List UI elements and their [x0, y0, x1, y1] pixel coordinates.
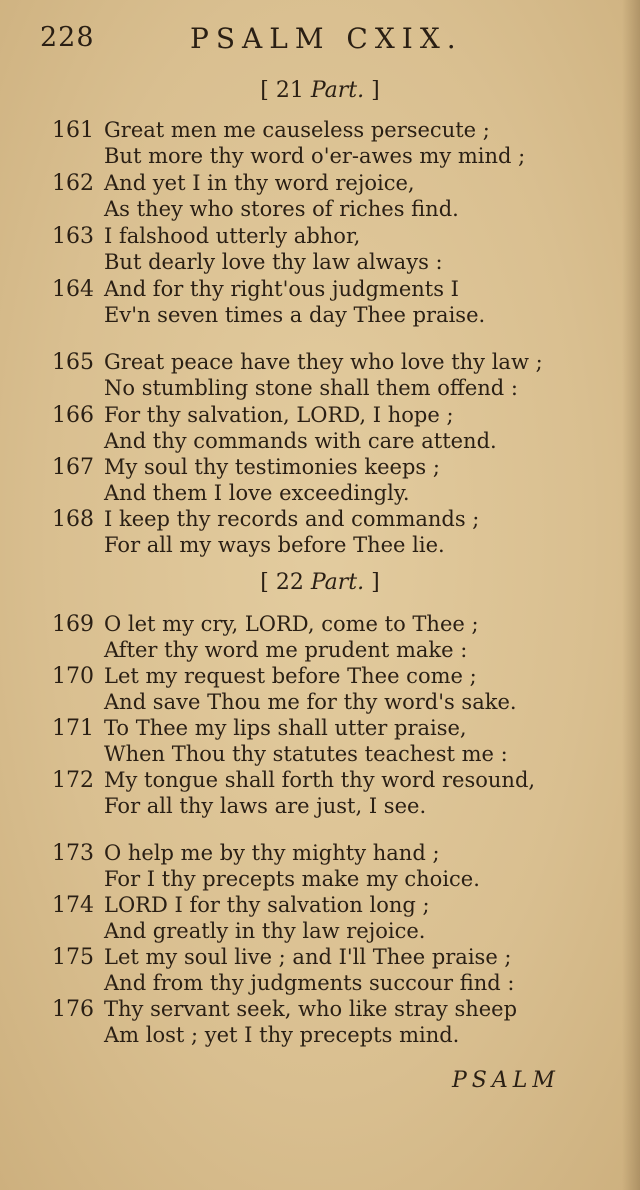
verse-line: My soul thy testimonies keeps ;	[104, 455, 440, 479]
verse-162	[0, 171, 600, 223]
verse-172	[0, 768, 600, 820]
heading-part: Part.	[310, 570, 365, 595]
verse-176	[0, 997, 600, 1049]
verse-number: 170	[52, 664, 94, 689]
verse-line: For thy salvation, LORD, I hope ;	[104, 403, 454, 427]
verse-line: No stumbling stone shall them offend :	[104, 376, 518, 400]
verse-line: I keep thy records and commands ;	[104, 507, 480, 531]
verse-line: LORD I for thy salvation long ;	[104, 893, 430, 917]
verse-173	[0, 841, 600, 893]
verse-line: As they who stores of riches find.	[104, 197, 459, 221]
verse-line: And them I love exceedingly.	[104, 481, 410, 505]
verse-number: 174	[52, 893, 94, 918]
verse-number: 166	[52, 403, 94, 428]
verse-line: Let my request before Thee come ;	[104, 664, 477, 688]
verse-164	[0, 277, 600, 329]
verse-line: Great peace have they who love thy law ;	[104, 350, 543, 374]
heading-open: [ 21	[260, 78, 311, 103]
verse-number: 162	[52, 171, 94, 196]
verse-line: For all thy laws are just, I see.	[104, 794, 427, 818]
verse-line: And save Thou me for thy word's sake.	[104, 690, 517, 714]
verse-line: O let my cry, LORD, come to Thee ;	[104, 612, 479, 636]
verse-line: And yet I in thy word rejoice,	[104, 171, 415, 195]
running-title: PSALM CXIX.	[190, 22, 463, 55]
verse-167	[0, 455, 600, 507]
heading-open: [ 22	[260, 570, 311, 595]
page-header	[40, 22, 540, 58]
verse-line: Thy servant seek, who like stray sheep	[104, 997, 518, 1021]
verse-168	[0, 507, 600, 559]
verse-number: 169	[52, 612, 94, 637]
verse-line: O help me by thy mighty hand ;	[104, 841, 440, 865]
verse-161	[0, 118, 600, 170]
verse-number: 175	[52, 945, 94, 970]
verse-line: My tongue shall forth thy word resound,	[104, 768, 536, 792]
verse-number: 164	[52, 277, 94, 302]
verse-line: And thy commands with care attend.	[104, 429, 497, 453]
verse-line: Ev'n seven times a day Thee praise.	[104, 303, 486, 327]
verse-169	[0, 612, 600, 664]
verse-175	[0, 945, 600, 997]
verse-line: After thy word me prudent make :	[104, 638, 468, 662]
verse-166	[0, 403, 600, 455]
section-heading-22	[0, 570, 640, 595]
verse-number: 165	[52, 350, 94, 375]
verse-number: 173	[52, 841, 94, 866]
verse-line: I falshood utterly abhor,	[104, 224, 361, 248]
verse-line: Great men me causeless persecute ;	[104, 118, 490, 142]
verse-line: And for thy right'ous judgments I	[104, 277, 459, 301]
heading-close: ]	[364, 78, 380, 103]
heading-part: Part.	[310, 78, 365, 103]
page-number: 228	[40, 22, 95, 53]
verse-line: And from thy judgments succour find :	[104, 971, 515, 995]
section-heading-21	[0, 78, 640, 103]
verse-number: 176	[52, 997, 94, 1022]
verse-line: For I thy precepts make my choice.	[104, 867, 480, 891]
verse-line: When Thou thy statutes teachest me :	[104, 742, 508, 766]
catchword: PSALM	[452, 1068, 560, 1093]
verse-170	[0, 664, 600, 716]
verse-number: 167	[52, 455, 94, 480]
verse-line: And greatly in thy law rejoice.	[104, 919, 426, 943]
verse-number: 168	[52, 507, 94, 532]
verse-line: But more thy word o'er-awes my mind ;	[104, 144, 526, 168]
heading-close: ]	[364, 570, 380, 595]
verse-number: 161	[52, 118, 94, 143]
page-edge-shadow	[622, 0, 640, 1190]
verse-line: But dearly love thy law always :	[104, 250, 443, 274]
verse-163	[0, 224, 600, 276]
verse-line: For all my ways before Thee lie.	[104, 533, 445, 557]
verse-171	[0, 716, 600, 768]
verse-line: To Thee my lips shall utter praise,	[104, 716, 467, 740]
verse-174	[0, 893, 600, 945]
verse-line: Am lost ; yet I thy precepts mind.	[104, 1023, 460, 1047]
verse-165	[0, 350, 600, 402]
verse-number: 172	[52, 768, 94, 793]
verse-line: Let my soul live ; and I'll Thee praise ;	[104, 945, 512, 969]
verse-number: 163	[52, 224, 94, 249]
verse-number: 171	[52, 716, 94, 741]
